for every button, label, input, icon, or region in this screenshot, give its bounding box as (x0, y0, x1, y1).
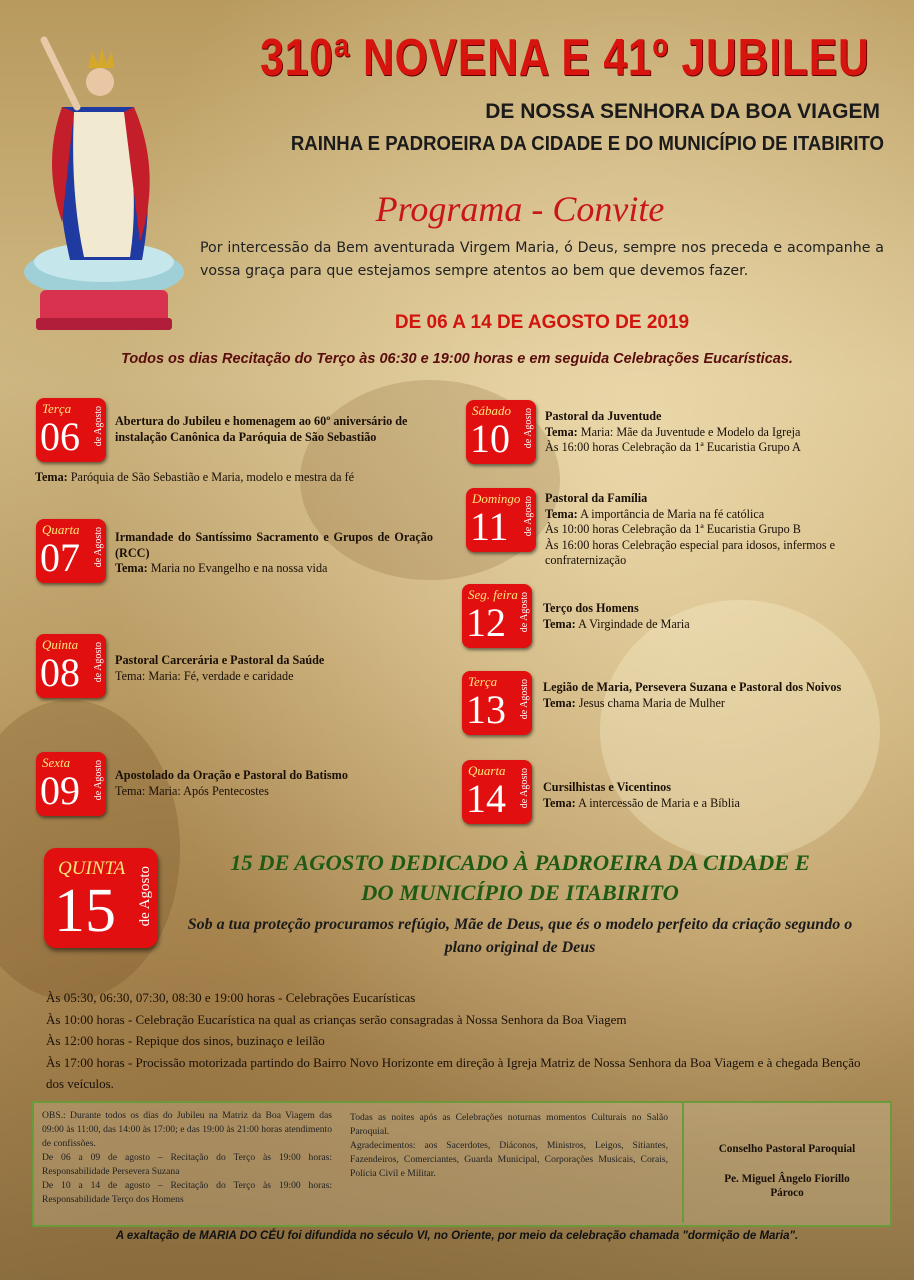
feast-schedule (46, 987, 876, 1095)
event-title: Pastoral Carcerária e Pastoral da Saúde (115, 653, 325, 667)
intro-prayer: Por intercessão da Bem aventurada Virgem Maria, ó Deus, sempre nos preceda e acompanhe a vossa graça para que estejamos sempre atentos ao bem que devemos fazer. (200, 240, 884, 279)
event-entry: Legião de Maria, Persevera Suzana e Pastoral dos Noivos Tema: Jesus chama Maria de Mulher (543, 680, 842, 710)
event-entry: Cursilhistas e Vicentinos Tema: A intercessão de Maria e a Bíblia (543, 780, 740, 810)
notes-middle: Todas as noites após as Celebrações noturnas momentos Culturais no Salão Paroquial. Agradecimentos: aos Sacerdotes, Diáconos, Ministros, Leigos, Sitiantes, Fazendeiros, Comerciantes, Guarda Municipal, Corporações Musicais, Corais, Polícia Civil e Militar. (350, 1112, 668, 1179)
day-badge: Domingo 11 de Agosto (466, 488, 536, 552)
event-entry: Pastoral da Família Tema: A importância de Maria na fé católica Às 10:00 horas Celebração da 1ª Eucaristia Grupo B Às 16:00 horas Celebração especial para idosos, infermos e confraternização (545, 491, 836, 567)
weekday-label: Terça (42, 401, 72, 416)
event-entry: Apostolado da Oração e Pastoral do Batismo Tema: Maria: Após Pentecostes (115, 768, 435, 799)
month-label: de Agosto (93, 406, 104, 447)
schedule-line: Às 12:00 horas - Repique dos sinos, buzinaço e leilão (46, 1033, 325, 1048)
day-badge: Quarta 14 de Agosto (462, 760, 532, 824)
council-name: Conselho Pastoral Paroquial (718, 1143, 856, 1155)
event-title: Irmandade do Santíssimo Sacramento e Grupos de Oração (RCC) (115, 530, 433, 560)
feast-heading-1: 15 DE AGOSTO DEDICADO À PADROEIRA DA CIDADE E (230, 850, 810, 875)
schedule-line: Às 17:00 horas - Procissão motorizada partindo do Bairro Novo Horizonte em direção à Igreja Matriz de Nossa Senhora da Boa Viagem e à chegada Benção dos veículos. (46, 1054, 861, 1091)
feast-prayer: Sob a tua proteção procuramos refúgio, Mãe de Deus, que és o modelo perfeito da criação segundo o plano original de Deus (187, 916, 853, 956)
programa-convite: Programa - Convite (375, 189, 665, 229)
day-badge: Terça 13 de Agosto (462, 671, 532, 735)
schedule-line: Às 10:00 horas - Celebração Eucarística na qual as crianças serão consagradas à Nossa Senhora da Boa Viagem (46, 1011, 627, 1027)
day-badge: Quinta 08 de Agosto (36, 634, 106, 698)
day-badge: Seg. feira 12 de Agosto (462, 584, 532, 648)
event-title: Abertura do Jubileu e homenagem ao 60º aniversário de instalação Canônica da Paróquia de São Sebastião (115, 414, 408, 444)
event-title: Apostolado da Oração e Pastoral do Batismo (115, 768, 348, 782)
day-badge (36, 398, 106, 462)
footer-note: A exaltação de MARIA DO CÉU foi difundida no século VI, no Oriente, por meio da celebração chamada "dormição de Maria". (115, 1230, 799, 1242)
date-range: DE 06 A 14 DE AGOSTO DE 2019 (394, 312, 690, 333)
notes-box (32, 1101, 892, 1227)
day-badge: Sábado 10 de Agosto (466, 400, 536, 464)
priest-role: Pároco (770, 1187, 804, 1199)
event-entry (115, 414, 435, 445)
priest-name: Pe. Miguel Ângelo Fiorillo (724, 1173, 850, 1185)
schedule-line: Às 05:30, 06:30, 07:30, 08:30 e 19:00 horas - Celebrações Eucarísticas (46, 990, 416, 1005)
feast-day-badge: QUINTA 15 de Agosto (44, 848, 158, 948)
background-ornament (600, 600, 880, 860)
main-title: 310ª NOVENA E 41º JUBILEU (260, 29, 870, 87)
feast-heading-2: DO MUNICÍPIO DE ITABIRITO (361, 880, 679, 905)
event-entry: Irmandade do Santíssimo Sacramento e Grupos de Oração (RCC) Tema: Maria no Evangelho e na nossa vida (115, 530, 433, 575)
virgin-mary-statue-image (22, 22, 187, 332)
event-entry: Pastoral da Juventude Tema: Maria: Mãe da Juventude e Modelo da Igreja Às 16:00 horas Celebração da 1ª Eucaristia Grupo A (545, 409, 801, 454)
day-badge: Sexta 09 de Agosto (36, 752, 106, 816)
event-entry: Terço dos Homens Tema: A Virgindade de Maria (543, 601, 690, 631)
event-theme: Tema: Paróquia de São Sebastião e Maria, modelo e mestra da fé (35, 470, 355, 484)
daily-schedule-note: Todos os dias Recitação do Terço às 06:30 e 19:00 horas e em seguida Celebrações Eucarísticas. (121, 351, 793, 367)
subtitle-line-2: RAINHA E PADROEIRA DA CIDADE E DO MUNICÍPIO DE ITABIRITO (290, 133, 885, 155)
day-badge: Quarta 07 de Agosto (36, 519, 106, 583)
signature-block (682, 1103, 890, 1223)
day-number: 06 (40, 414, 80, 459)
event-entry: Pastoral Carcerária e Pastoral da Saúde Tema: Maria: Fé, verdade e caridade (115, 653, 435, 684)
subtitle-line-1: DE NOSSA SENHORA DA BOA VIAGEM (485, 100, 880, 123)
notes-left: OBS.: Durante todos os dias do Jubileu na Matriz da Boa Viagem das 09:00 às 11:00, das 14:00 às 17:00; e das 19:00 às 21:00 horas atendimento de confissões. De 06 a 09 de agosto – Recitação do Terço às 19:00 horas: Responsabilidade Persevera Suzana De 10 a 14 de agosto – Recitação do Terço às 19:00 horas: Responsabilidade Terço dos Homens (42, 1110, 332, 1205)
